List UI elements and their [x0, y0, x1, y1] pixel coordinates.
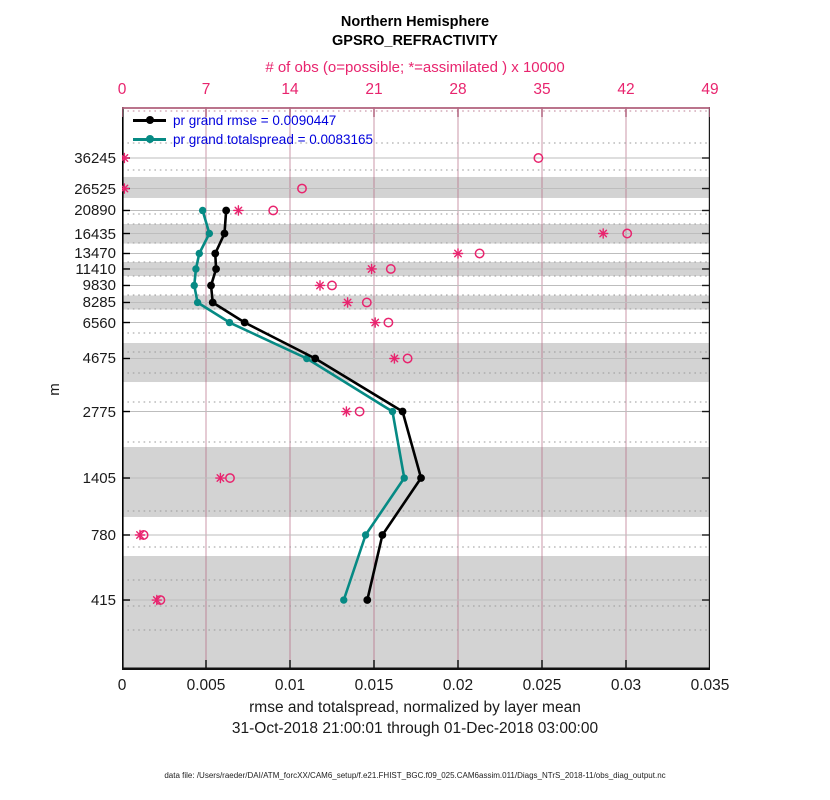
date-range-label: 31-Oct-2018 21:00:01 through 01-Dec-2018 03:00:00	[231, 720, 599, 737]
layer-band	[122, 556, 710, 670]
bottom-axis-tick-label: 0.03	[610, 677, 642, 694]
y-axis-tick-label: 20890	[74, 202, 116, 220]
bottom-axis-tick-label: 0.01	[274, 677, 306, 694]
assimilated-obs-marker	[343, 298, 352, 307]
legend	[133, 112, 373, 147]
y-axis-tick-label: 6560	[82, 314, 116, 332]
assimilated-obs-marker	[453, 249, 462, 258]
bottom-axis-tick-label: 0	[117, 677, 127, 694]
totalspread-point	[401, 474, 408, 481]
assimilated-obs-marker	[599, 229, 608, 238]
y-axis-tick-label: 780	[90, 526, 116, 544]
y-axis-tick-label: 11410	[75, 260, 116, 278]
spread-legend-swatch	[133, 133, 166, 145]
rmse-point	[417, 474, 425, 482]
totalspread-point	[389, 408, 396, 415]
rmse-point	[222, 207, 230, 215]
data-file-footer: data file: /Users/raeder/DAI/ATM_forcXX/CAM6_setup/f.e21.FHIST_BGC.f09_025.CAM6assim.011/Diags_NTrS_2018-11/obs_diag_output.nc	[164, 771, 666, 780]
totalspread-point	[194, 299, 201, 306]
top-axis-tick-label: 7	[201, 81, 211, 98]
totalspread-point	[192, 265, 199, 272]
assimilated-obs-marker	[315, 281, 324, 290]
rmse-point	[399, 408, 407, 416]
top-axis-label: # of obs (o=possible; *=assimilated ) x 10000	[265, 59, 565, 76]
y-axis-tick-label: 8285	[82, 294, 116, 312]
rmse-point	[212, 265, 220, 273]
bottom-axis-tick-label: 0.02	[442, 677, 474, 694]
top-axis-tick-label: 42	[617, 81, 635, 98]
rmse-point	[363, 596, 371, 604]
totalspread-point	[199, 207, 206, 214]
y-axis-tick-label: 9830	[82, 277, 116, 295]
y-axis-tick-label: 1405	[82, 470, 116, 488]
layer-band	[122, 177, 710, 198]
rmse-point	[311, 355, 319, 363]
rmse-point	[207, 282, 215, 290]
totalspread-point	[340, 596, 347, 603]
x-axis-label: rmse and totalspread, normalized by layer mean	[249, 699, 581, 716]
assimilated-obs-marker	[135, 530, 144, 539]
assimilated-obs-marker	[152, 595, 161, 604]
assimilated-obs-marker	[216, 473, 225, 482]
top-axis-tick-label: 0	[117, 81, 127, 98]
top-axis-tick-label: 35	[533, 81, 551, 98]
assimilated-obs-marker	[342, 407, 351, 416]
rmse-point	[379, 531, 387, 539]
layer-band	[122, 343, 710, 382]
bottom-axis-tick-label: 0.035	[690, 677, 730, 694]
bottom-axis-tick-label: 0.005	[186, 677, 226, 694]
y-axis-tick-label: 13470	[74, 245, 116, 263]
plot-svg	[122, 107, 710, 670]
y-axis-tick-label: 16435	[74, 225, 116, 243]
spread-legend-label: pr grand totalspread = 0.0083165	[173, 131, 374, 147]
rmse-point	[209, 299, 217, 307]
top-axis-tick-label: 21	[365, 81, 383, 98]
y-axis-tick-label: 36245	[74, 150, 116, 167]
top-axis-tick-label: 14	[281, 81, 299, 98]
totalspread-point	[196, 250, 203, 257]
rmse-legend-swatch	[133, 114, 166, 126]
rmse-point	[241, 319, 249, 327]
totalspread-point	[191, 282, 198, 289]
assimilated-obs-marker	[367, 264, 376, 273]
totalspread-point	[226, 319, 233, 326]
top-axis-tick-label: 28	[449, 81, 467, 98]
plot-title-region: Northern Hemisphere	[340, 14, 490, 30]
legend-row-spread	[133, 131, 373, 147]
rmse-legend-label: pr grand rmse = 0.0090447	[173, 112, 337, 128]
rmse-point	[221, 230, 229, 238]
assimilated-obs-marker	[390, 354, 399, 363]
y-axis-label: m	[45, 383, 63, 396]
totalspread-point	[362, 531, 369, 538]
y-axis-tick-label: 2775	[82, 403, 116, 421]
totalspread-point	[206, 230, 213, 237]
bottom-axis-tick-label: 0.025	[522, 677, 562, 694]
plot-title-variable: GPSRO_REFRACTIVITY	[332, 33, 498, 49]
assimilated-obs-marker	[371, 318, 380, 327]
y-axis-tick-label: 26525	[74, 180, 116, 198]
bottom-axis-tick-label: 0.015	[354, 677, 394, 694]
assimilated-obs-marker	[234, 206, 243, 215]
rmse-point	[211, 250, 219, 258]
plot-area	[122, 107, 710, 670]
top-axis-tick-label: 49	[701, 81, 719, 98]
y-axis-tick-label: 4675	[82, 350, 116, 368]
legend-row-rmse	[133, 112, 373, 128]
y-axis-tick-label: 415	[90, 592, 116, 610]
